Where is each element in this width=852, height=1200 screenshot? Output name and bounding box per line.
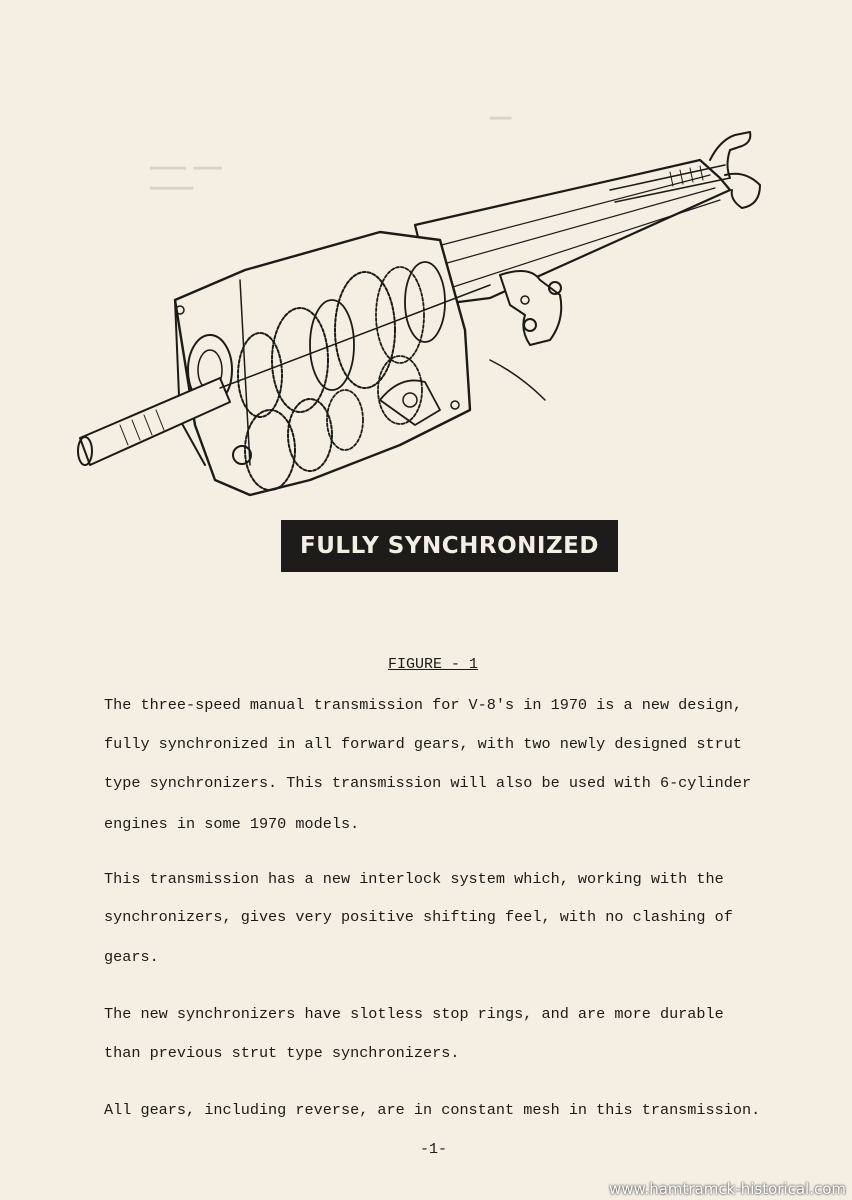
text-line: This transmission has a new interlock system which, working with the [104,870,724,888]
text-line: than previous strut type synchronizers. [104,1044,460,1062]
text-line: fully synchronized in all forward gears, with two newly designed strut [104,735,742,753]
bleed-through-text: ▬▬▬ [490,110,512,124]
figure-label: FIGURE - 1 [388,656,479,673]
text-line: The new synchronizers have slotless stop rings, and are more durable [104,1005,724,1023]
page-number: -1- [420,1141,448,1158]
text-line: The three-speed manual transmission for V-8's in 1970 is a new design, [104,696,742,714]
fully-synchronized-banner: FULLY SYNCHRONIZED [281,520,618,572]
text-line: gears. [104,948,159,966]
site-watermark: www.hamtramck-historical.com [609,1180,846,1198]
transmission-cutaway-illustration [70,120,770,520]
text-line: engines in some 1970 models. [104,815,360,833]
text-line: synchronizers, gives very positive shifting feel, with no clashing of [104,908,733,926]
text-line: type synchronizers. This transmission will also be used with 6-cylinder [104,774,752,792]
bleed-through-text: ▬▬▬▬▬ ▬▬▬▬ [150,160,223,174]
text-line: All gears, including reverse, are in constant mesh in this transmission. [104,1101,761,1119]
bleed-through-text: ▬▬▬▬▬▬ [150,180,194,194]
